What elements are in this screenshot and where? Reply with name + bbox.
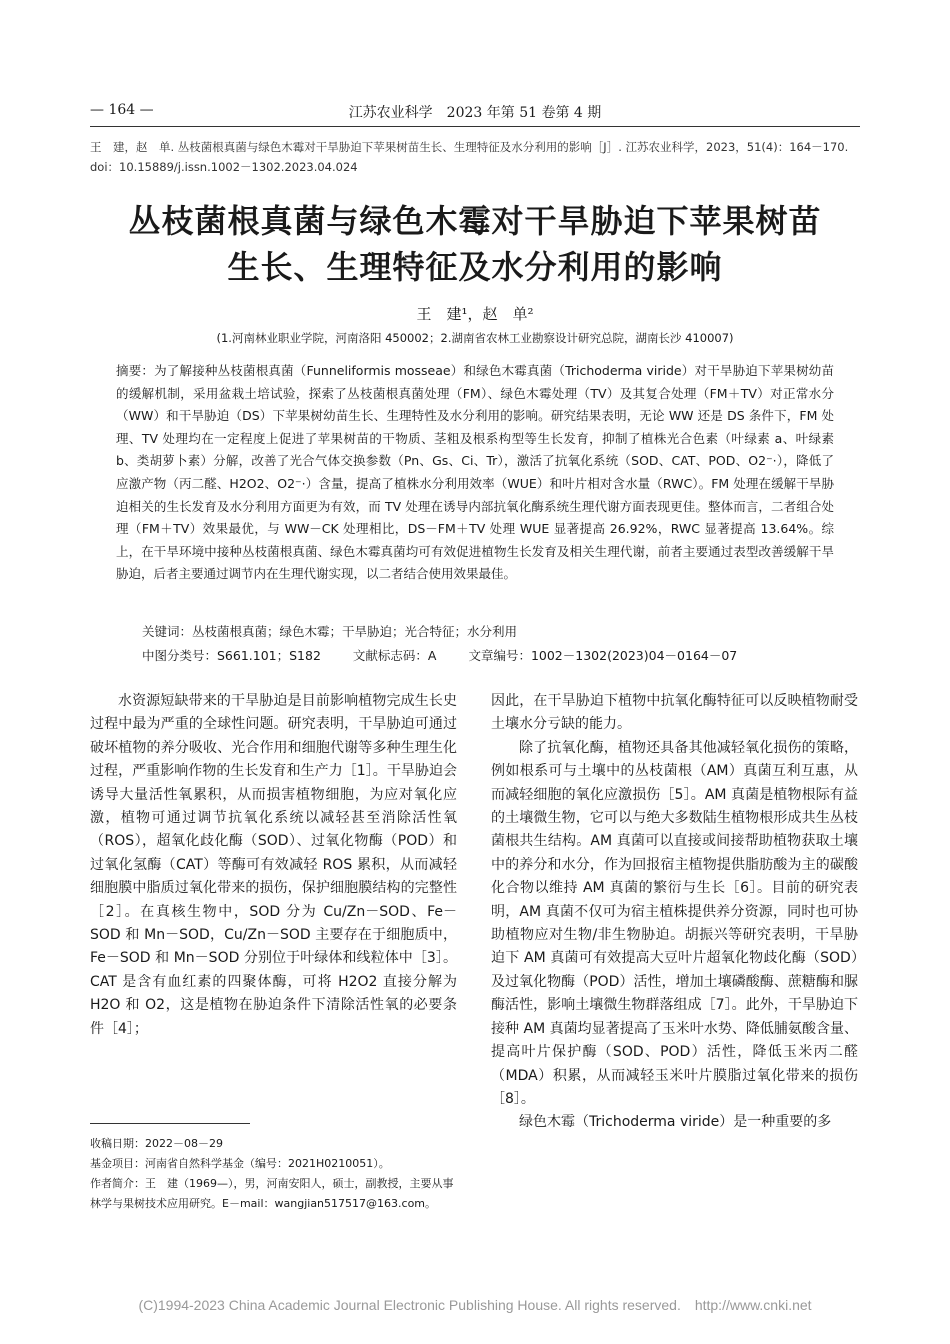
- paragraph: 因此，在干旱胁迫下植物中抗氧化酶特征可以反映植物耐受土壤水分亏缺的能力。: [491, 693, 858, 733]
- document-code: 文献标志码：A: [352, 648, 437, 663]
- citation-block: [90, 137, 860, 177]
- footnotes: [90, 1134, 462, 1214]
- citation-line: 王 建，赵 单. 丛枝菌根真菌与绿色木霉对干旱胁迫下苹果树苗生长、生理特征及水分利用的影响［J］. 江苏农业科学，2023，51(4)：164－170.: [90, 140, 849, 154]
- paragraph: 绿色木霉（Trichoderma viride）是一种重要的多: [519, 1114, 832, 1131]
- left-column: [90, 690, 457, 1041]
- title-line-2: 生长、生理特征及水分利用的影响: [227, 248, 723, 286]
- paragraph: 水资源短缺带来的干旱胁迫是目前影响植物完成生长史过程中最为严重的全球性问题。研究表明，干旱胁迫可通过破坏植物的养分吸收、光合作用和细胞代谢等多种生理生化过程，严重影响作物的生长发育和生产力［1］。干旱胁迫会诱导大量活性氧累积，从而损害植物细胞，为应对氧化应激，植物可通过调节抗氧化系统以减轻甚至消除活性氧（ROS），超氧化歧化酶（SOD）、过氧化物酶（POD）和过氧化氢酶（CAT）等酶可有效减轻 ROS 累积，从而减轻细胞膜中脂质过氧化带来的损伤，保护细胞膜结构的完整性［2］。在真核生物中，SOD 分为 Cu/Zn－SOD、Fe－SOD 和 Mn－SOD，Cu/Zn－SOD 主要存在于细胞质中，Fe－SOD 和 Mn－SOD 分别位于叶绿体和线粒体中［3］。CAT 是含有血红素的四聚体酶，可将 H2O2 直接分解为 H2O 和 O2，这是植物在胁迫条件下清除活性氧的必要条件［4］；: [90, 693, 457, 1037]
- article-title: [90, 198, 860, 290]
- authors: 王 建¹，赵 单²: [416, 305, 534, 323]
- keywords: 关键词：丛枝菌根真菌；绿色木霉；干旱胁迫；光合特征；水分利用: [142, 624, 518, 639]
- clc-number: 中图分类号：S661.101；S182: [142, 648, 321, 663]
- classification-line: [142, 646, 832, 664]
- footnote-rule: [90, 1123, 250, 1124]
- doi-line: doi：10.15889/j.issn.1002－1302.2023.04.024: [90, 160, 358, 174]
- fund-info: 基金项目：河南省自然科学基金（编号：2021H0210051）。: [90, 1157, 390, 1170]
- article-number: 文章编号：1002－1302(2023)04－0164－07: [468, 648, 738, 663]
- copyright-notice: (C)1994-2023 China Academic Journal Electronic Publishing House. All rights reserved. http://www.cnki.net: [138, 1297, 812, 1313]
- paragraph: 除了抗氧化酶，植物还具备其他减轻氧化损伤的策略，例如根系可与土壤中的丛枝菌根（AM）真菌互利互惠，从而减轻细胞的氧化应激损伤［5］。AM 真菌是植物根际有益的土壤微生物，它可以与绝大多数陆生植物根形成共生丛枝菌根共生结构。AM 真菌可以直接或间接帮助植物获取土壤中的养分和水分，作为回报宿主植物提供脂肪酸为主的碳酸化合物以维持 AM 真菌的繁衍与生长［6］。目前的研究表明，AM 真菌不仅可为宿主植株提供养分资源，同时也可协助植物应对生物/非生物胁迫。胡振兴等研究表明，干旱胁迫下 AM 真菌可有效提高大豆叶片超氧化物歧化酶（SOD）及过氧化物酶（POD）活性，增加土壤磷酸酶、蔗糖酶和脲酶活性，影响土壤微生物群落组成［7］。此外，干旱胁迫下接种 AM 真菌均显著提高了玉米叶水势、降低脯氨酸含量、提高叶片保护酶（SOD、POD）活性，降低玉米丙二醛（MDA）积累，从而减轻玉米叶片膜脂过氧化带来的损伤［8］。: [491, 739, 858, 1107]
- page-number: — 164 —: [90, 102, 154, 118]
- received-date: 收稿日期：2022－08－29: [90, 1137, 223, 1150]
- abstract: 摘要：为了解接种丛枝菌根真菌（Funneliformis mosseae）和绿色木霉真菌（Trichoderma viride）对干旱胁迫下苹果树幼苗的缓解机制，采用盆栽土培试验，探索了丛枝菌根真菌处理（FM）、绿色木霉处理（TV）及其复合处理（FM＋TV）对正常水分（WW）和干旱胁迫（DS）下苹果树幼苗生长、生理特性及水分利用的影响。研究结果表明，无论 WW 还是 DS 条件下，FM 处理、TV 处理均在一定程度上促进了苹果树苗的干物质、茎粗及根系构型等生长发育，抑制了植株光合色素（叶绿素 a、叶绿素 b、类胡萝卜素）分解，改善了光合气体交换参数（Pn、Gs、Ci、Tr），激活了抗氧化系统（SOD、CAT、POD、O2⁻·），降低了应激产物（丙二醛、H2O2、O2⁻·）含量，提高了植株水分利用效率（WUE）和叶片相对含水量（RWC）。FM 处理在缓解干旱胁迫相关的生长发育及水分利用方面更为有效，而 TV 处理在诱导内部抗氧化酶系统生理代谢方面表现更佳。整体而言，二者组合处理（FM＋TV）效果最优，与 WW－CK 处理相比，DS－FM＋TV 处理 WUE 显著提高 26.92%，RWC 显著提高 13.64%。综上，在干旱环境中接种丛枝菌根真菌、绿色木霉真菌均可有效促进植物生长发育及相关生理代谢，前者主要通过表型改善缓解干旱胁迫，后者主要通过调节内在生理代谢实现，以二者结合使用效果最佳。: [116, 363, 834, 582]
- running-header: [90, 100, 860, 124]
- author-info: 作者简介：王 建（1969—），男，河南安阳人，硕士，副教授，主要从事林学与果树技术应用研究。E－mail：wangjian517517@163.com。: [90, 1177, 454, 1210]
- header-rule: [90, 126, 860, 127]
- journal-name: 江苏农业科学 2023 年第 51 卷第 4 期: [348, 105, 602, 121]
- affiliations: (1.河南林业职业学院，河南洛阳 450002；2.湖南省农林工业勘察设计研究总院，湖南长沙 410007): [216, 331, 734, 345]
- right-column: [491, 690, 858, 1135]
- title-line-1: 丛枝菌根真菌与绿色木霉对干旱胁迫下苹果树苗: [128, 202, 822, 240]
